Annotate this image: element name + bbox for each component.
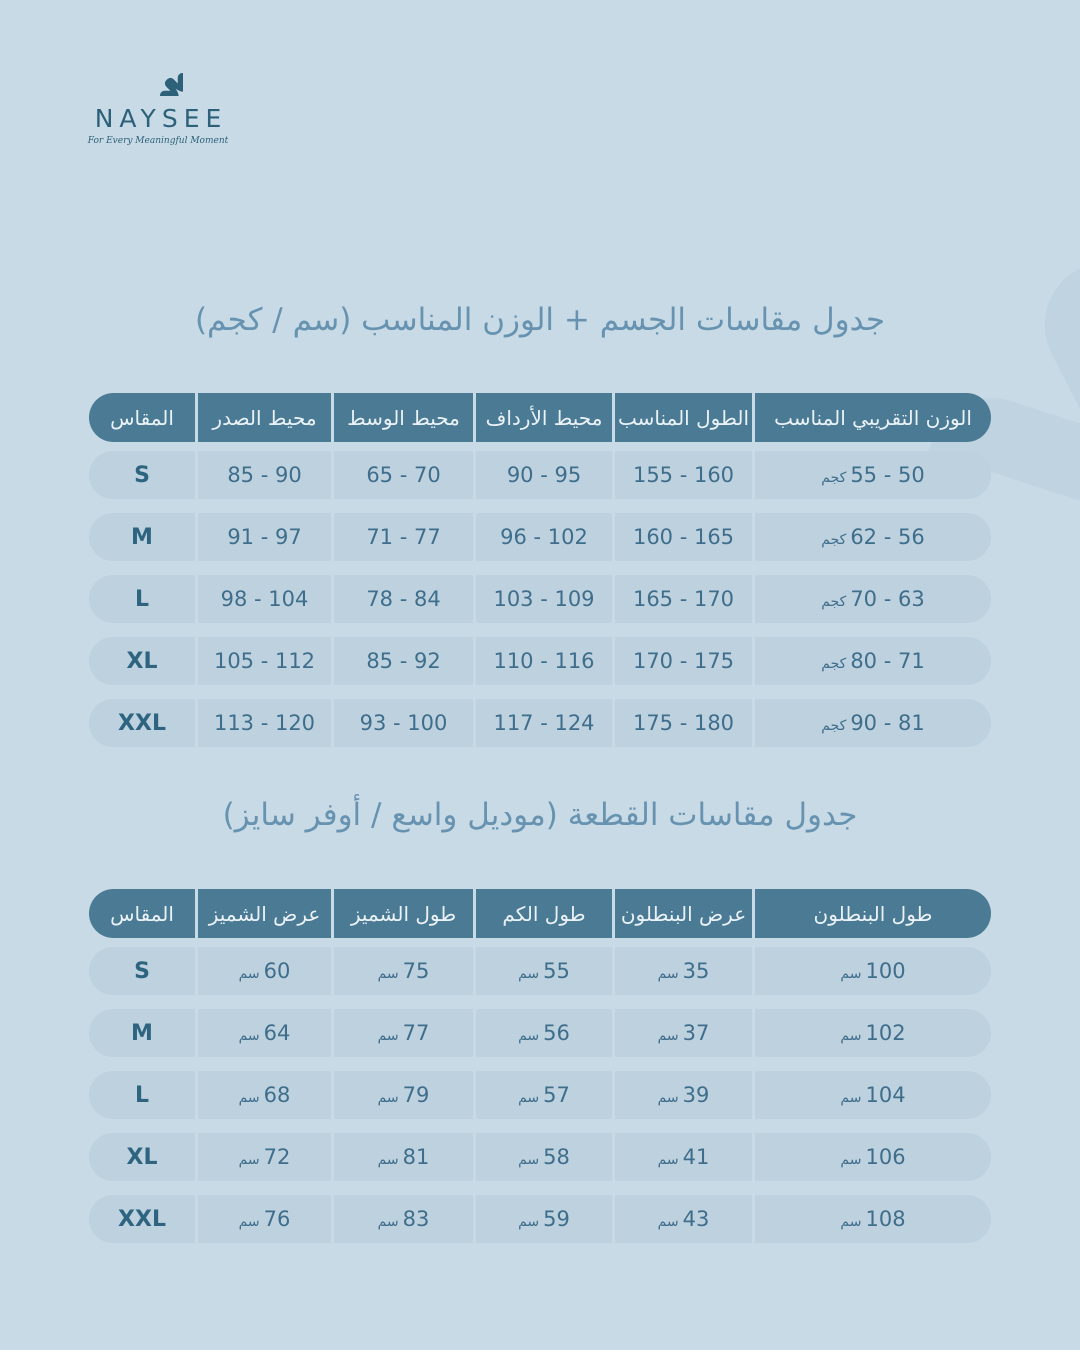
weight-unit: كجم — [821, 655, 847, 672]
weight-value: 50 - 55 — [850, 463, 925, 487]
weight-value: 71 - 80 — [850, 649, 925, 673]
value: 79 — [402, 1083, 430, 1107]
sleeve-length-cell — [476, 1071, 612, 1119]
shirt-width-cell — [198, 1195, 331, 1243]
pants-width-cell — [615, 947, 752, 995]
brand-logo — [76, 46, 240, 146]
value: 58 — [543, 1145, 570, 1169]
weight-cell — [755, 451, 991, 499]
weight-value: 81 - 90 — [850, 711, 925, 735]
pants-length-cell — [755, 1133, 991, 1181]
cm-unit: سم — [518, 965, 540, 982]
chest-cell: 113 - 120 — [198, 699, 331, 747]
hips-cell: 90 - 95 — [476, 451, 612, 499]
pants-length-cell — [755, 1009, 991, 1057]
cm-unit: سم — [840, 1151, 862, 1168]
value: 43 — [682, 1207, 710, 1231]
flower-logo-icon — [133, 46, 183, 96]
value: 108 — [865, 1207, 906, 1231]
table-header-row — [89, 393, 991, 442]
cm-unit: سم — [840, 1027, 862, 1044]
body-measurements-table — [89, 393, 991, 761]
sleeve-length-cell — [476, 947, 612, 995]
value: 41 — [682, 1145, 710, 1169]
header-shirt-width: عرض الشميز — [198, 889, 331, 938]
hips-cell: 96 - 102 — [476, 513, 612, 561]
header-size: المقاس — [89, 393, 195, 442]
table-row-s — [89, 451, 991, 499]
value: 55 — [543, 959, 570, 983]
table-row-xxl — [89, 699, 991, 747]
height-cell: 175 - 180 — [615, 699, 752, 747]
weight-unit: كجم — [821, 717, 847, 734]
cm-unit: سم — [238, 1089, 260, 1106]
header-waist: محيط الوسط — [334, 393, 473, 442]
cm-unit: سم — [518, 1213, 540, 1230]
sleeve-length-cell — [476, 1195, 612, 1243]
size-cell: M — [89, 513, 195, 561]
cm-unit: سم — [238, 965, 260, 982]
cm-unit: سم — [518, 1151, 540, 1168]
cm-unit: سم — [377, 1089, 399, 1106]
table-row-xxl — [89, 1195, 991, 1243]
header-sleeve-length: طول الكم — [476, 889, 612, 938]
value: 76 — [263, 1207, 291, 1231]
weight-cell — [755, 637, 991, 685]
size-cell: XXL — [89, 1195, 195, 1243]
hips-cell: 117 - 124 — [476, 699, 612, 747]
value: 68 — [263, 1083, 291, 1107]
weight-value: 56 - 62 — [850, 525, 925, 549]
cm-unit: سم — [840, 1089, 862, 1106]
value: 64 — [263, 1021, 291, 1045]
table-row-m — [89, 1009, 991, 1057]
cm-unit: سم — [518, 1027, 540, 1044]
pants-width-cell — [615, 1195, 752, 1243]
cm-unit: سم — [238, 1151, 260, 1168]
value: 39 — [682, 1083, 710, 1107]
pants-length-cell — [755, 947, 991, 995]
value: 102 — [865, 1021, 906, 1045]
value: 104 — [865, 1083, 906, 1107]
hips-cell: 110 - 116 — [476, 637, 612, 685]
value: 60 — [263, 959, 291, 983]
cm-unit: سم — [238, 1213, 260, 1230]
waist-cell: 93 - 100 — [334, 699, 473, 747]
body-measurements-title: جدول مقاسات الجسم + الوزن المناسب (سم / كجم) — [194, 302, 886, 338]
shirt-length-cell — [334, 1195, 473, 1243]
header-size: المقاس — [89, 889, 195, 938]
value: 57 — [543, 1083, 570, 1107]
cm-unit: سم — [657, 1213, 679, 1230]
shirt-width-cell — [198, 1133, 331, 1181]
pants-length-cell — [755, 1071, 991, 1119]
value: 75 — [402, 959, 430, 983]
header-hips: محيط الأرداف — [476, 393, 612, 442]
shirt-length-cell — [334, 947, 473, 995]
shirt-length-cell — [334, 1133, 473, 1181]
value: 83 — [402, 1207, 430, 1231]
table-header-row — [89, 889, 991, 938]
chest-cell: 98 - 104 — [198, 575, 331, 623]
value: 77 — [402, 1021, 430, 1045]
table-row-xl — [89, 637, 991, 685]
sleeve-length-cell — [476, 1009, 612, 1057]
header-chest: محيط الصدر — [198, 393, 331, 442]
cm-unit: سم — [840, 1213, 862, 1230]
value: 106 — [865, 1145, 906, 1169]
chest-cell: 85 - 90 — [198, 451, 331, 499]
waist-cell: 78 - 84 — [334, 575, 473, 623]
cm-unit: سم — [657, 1089, 679, 1106]
weight-cell — [755, 699, 991, 747]
shirt-length-cell — [334, 1009, 473, 1057]
value: 81 — [402, 1145, 430, 1169]
garment-measurements-title: جدول مقاسات القطعة (موديل واسع / أوفر سايز) — [222, 797, 858, 833]
table-row-l — [89, 575, 991, 623]
table-row-m — [89, 513, 991, 561]
cm-unit: سم — [657, 965, 679, 982]
weight-unit: كجم — [821, 593, 847, 610]
height-cell: 160 - 165 — [615, 513, 752, 561]
cm-unit: سم — [840, 965, 862, 982]
weight-cell — [755, 575, 991, 623]
value: 72 — [263, 1145, 291, 1169]
header-height: الطول المناسب — [615, 393, 752, 442]
size-cell: S — [89, 451, 195, 499]
value: 100 — [865, 959, 906, 983]
hips-cell: 103 - 109 — [476, 575, 612, 623]
header-pants-width: عرض البنطلون — [615, 889, 752, 938]
height-cell: 155 - 160 — [615, 451, 752, 499]
weight-unit: كجم — [821, 531, 847, 548]
size-cell: M — [89, 1009, 195, 1057]
pants-width-cell — [615, 1071, 752, 1119]
brand-tagline: For Every Meaningful Moment — [87, 136, 229, 146]
waist-cell: 65 - 70 — [334, 451, 473, 499]
height-cell: 170 - 175 — [615, 637, 752, 685]
cm-unit: سم — [377, 1213, 399, 1230]
cm-unit: سم — [377, 1027, 399, 1044]
size-cell: L — [89, 1071, 195, 1119]
header-pants-length: طول البنطلون — [755, 889, 991, 938]
cm-unit: سم — [238, 1027, 260, 1044]
cm-unit: سم — [377, 1151, 399, 1168]
value: 59 — [543, 1207, 570, 1231]
chest-cell: 91 - 97 — [198, 513, 331, 561]
cm-unit: سم — [657, 1151, 679, 1168]
size-cell: S — [89, 947, 195, 995]
brand-name: NAYSEE — [94, 104, 228, 133]
table-row-s — [89, 947, 991, 995]
sleeve-length-cell — [476, 1133, 612, 1181]
cm-unit: سم — [518, 1089, 540, 1106]
pants-length-cell — [755, 1195, 991, 1243]
size-cell: L — [89, 575, 195, 623]
table-row-xl — [89, 1133, 991, 1181]
weight-unit: كجم — [821, 469, 847, 486]
size-cell: XL — [89, 1133, 195, 1181]
shirt-width-cell — [198, 947, 331, 995]
cm-unit: سم — [377, 965, 399, 982]
header-shirt-length: طول الشميز — [334, 889, 473, 938]
waist-cell: 85 - 92 — [334, 637, 473, 685]
size-cell: XL — [89, 637, 195, 685]
pants-width-cell — [615, 1009, 752, 1057]
table-row-l — [89, 1071, 991, 1119]
weight-cell — [755, 513, 991, 561]
height-cell: 165 - 170 — [615, 575, 752, 623]
value: 56 — [543, 1021, 570, 1045]
value: 35 — [682, 959, 710, 983]
value: 37 — [682, 1021, 710, 1045]
shirt-width-cell — [198, 1009, 331, 1057]
garment-measurements-table — [89, 889, 991, 1257]
pants-width-cell — [615, 1133, 752, 1181]
chest-cell: 105 - 112 — [198, 637, 331, 685]
waist-cell: 71 - 77 — [334, 513, 473, 561]
cm-unit: سم — [657, 1027, 679, 1044]
size-cell: XXL — [89, 699, 195, 747]
header-weight: الوزن التقريبي المناسب — [755, 393, 991, 442]
shirt-width-cell — [198, 1071, 331, 1119]
weight-value: 63 - 70 — [850, 587, 925, 611]
shirt-length-cell — [334, 1071, 473, 1119]
